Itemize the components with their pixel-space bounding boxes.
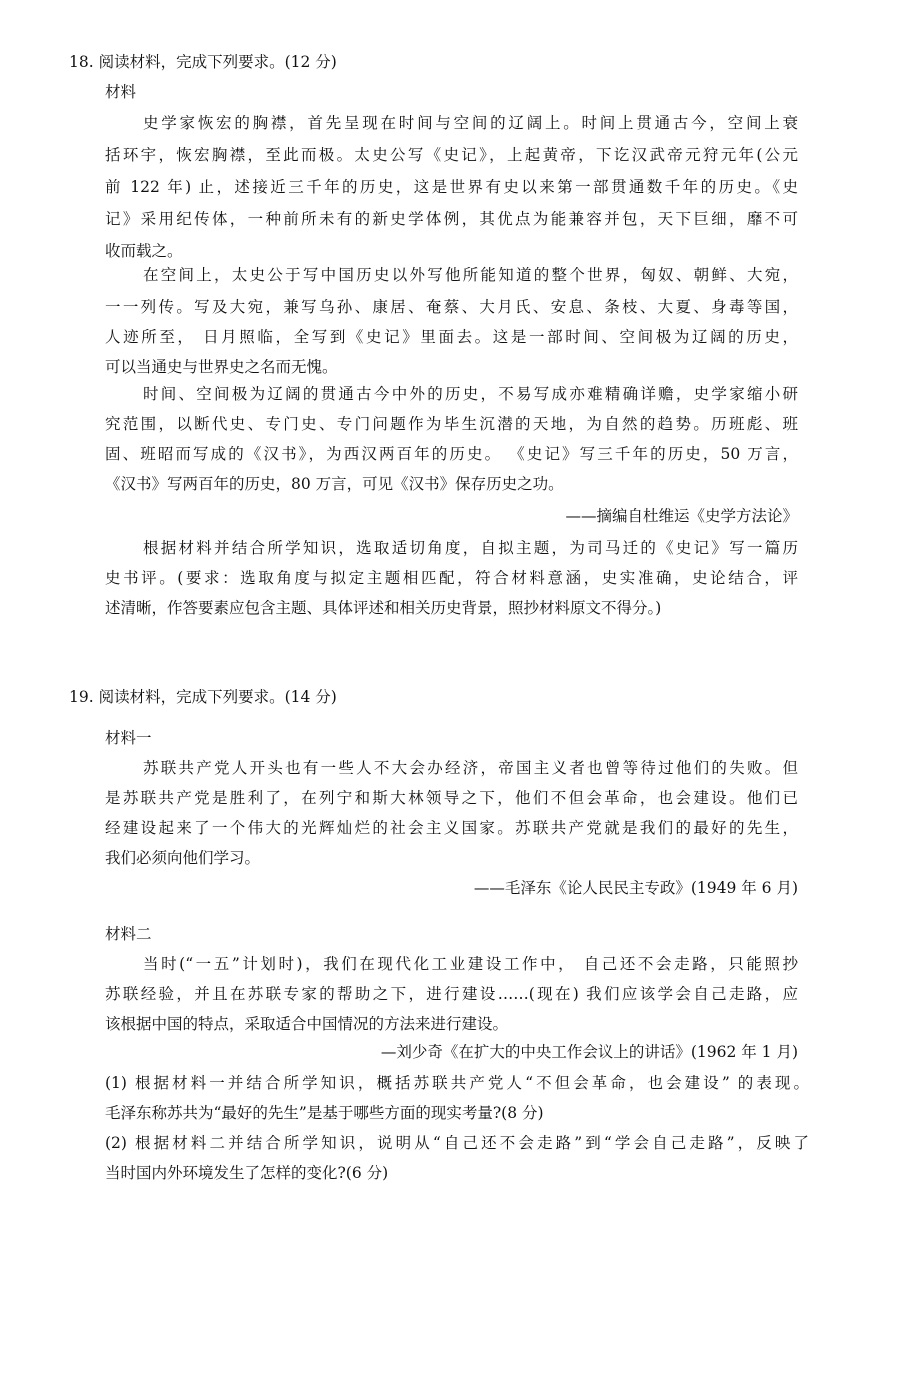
q19-sub2-line-1: (2) 根据材料二并结合所学知识，说明从“自己还不会走路”到“学会自己走路”，反映了 (105, 1134, 809, 1152)
q18-p1-line-4: 记》采用纪传体，一种前所未有的新史学体例，其优点为能兼容并包，天下巨细，靡不可 (105, 210, 798, 228)
q19-m1-line-4: 我们必须向他们学习。 (105, 849, 261, 867)
q18-title: 18. 阅读材料，完成下列要求。(12 分) (69, 53, 337, 71)
q18-source: ——摘编自杜维运《史学方法论》 (565, 507, 798, 525)
q18-p1-line-3: 前 122 年) 止，述接近三千年的历史，这是世界有史以来第一部贯通数千年的历史。《史 (105, 178, 798, 196)
q18-material-label: 材料 (105, 83, 137, 101)
q18-p3-line-4: 《汉书》写两百年的历史，80 万言，可见《汉书》保存历史之功。 (105, 475, 564, 493)
q18-p2-line-3: 人迹所至， 日月照临，全写到《史记》里面去。这是一部时间、空间极为辽阔的历史， (105, 328, 798, 346)
q19-sub2-line-2: 当时国内外环境发生了怎样的变化?(6 分) (105, 1164, 389, 1182)
q18-p1-line-5: 收而载之。 (105, 242, 183, 260)
q19-material-1-label: 材料一 (105, 729, 152, 747)
q19-m2-source: —刘少奇《在扩大的中央工作会议上的讲话》(1962 年 1 月) (380, 1043, 798, 1061)
q19-m2-line-2: 苏联经验，并且在苏联专家的帮助之下，进行建设……(现在) 我们应该学会自己走路，应 (105, 985, 798, 1003)
q18-p2-line-4: 可以当通史与世界史之名而无愧。 (105, 358, 338, 376)
q19-title: 19. 阅读材料，完成下列要求。(14 分) (69, 688, 337, 706)
q18-p1-line-1: 史学家恢宏的胸襟，首先呈现在时间与空间的辽阔上。时间上贯通古今，空间上衰 (143, 114, 798, 132)
q19-m2-line-3: 该根据中国的特点，采取适合中国情况的方法来进行建设。 (105, 1015, 509, 1033)
q19-sub1-line-2: 毛泽东称苏共为“最好的先生”是基于哪些方面的现实考量?(8 分) (105, 1104, 544, 1122)
q18-p3-line-2: 究范围，以断代史、专门史、专门问题作为毕生沉潜的天地，为自然的趋势。历班彪、班 (105, 415, 798, 433)
q19-m2-line-1: 当时(“一五”计划时)，我们在现代化工业建设工作中， 自己还不会走路，只能照抄 (143, 955, 798, 973)
q19-sub1-line-1: (1) 根据材料一并结合所学知识，概括苏联共产党人“不但会革命，也会建设” 的表现。 (105, 1074, 809, 1092)
q19-m1-line-3: 经建设起来了一个伟大的光辉灿烂的社会主义国家。苏联共产党就是我们的最好的先生， (105, 819, 798, 837)
q18-task-line-1: 根据材料并结合所学知识，选取适切角度，自拟主题，为司马迁的《史记》写一篇历 (143, 539, 798, 557)
q19-m1-line-1: 苏联共产党人开头也有一些人不大会办经济，帝国主义者也曾等待过他们的失败。但 (143, 759, 798, 777)
q18-task-line-3: 述清晰，作答要素应包含主题、具体评述和相关历史背景，照抄材料原文不得分。) (105, 599, 662, 617)
q19-material-2-label: 材料二 (105, 925, 152, 943)
q18-p1-line-2: 括环宇，恢宏胸襟，至此而极。太史公写《史记》，上起黄帝，下讫汉武帝元狩元年(公元 (105, 146, 798, 164)
q18-p3-line-3: 固、班昭而写成的《汉书》，为西汉两百年的历史。 《史记》写三千年的历史，50 万言， (105, 445, 798, 463)
q18-p2-line-2: 一一列传。写及大宛，兼写乌孙、康居、奄蔡、大月氏、安息、条枝、大夏、身毒等国， (105, 298, 798, 316)
q18-p3-line-1: 时间、空间极为辽阔的贯通古今中外的历史，不易写成亦难精确详赡，史学家缩小研 (143, 385, 798, 403)
q19-m1-source: ——毛泽东《论人民民主专政》(1949 年 6 月) (473, 879, 798, 897)
q18-task-line-2: 史书评。(要求：选取角度与拟定主题相匹配，符合材料意涵，史实准确，史论结合，评 (105, 569, 798, 587)
q18-p2-line-1: 在空间上，太史公于写中国历史以外写他所能知道的整个世界，匈奴、朝鲜、大宛， (143, 266, 798, 284)
q19-m1-line-2: 是苏联共产党是胜利了，在列宁和斯大林领导之下，他们不但会革命，也会建设。他们已 (105, 789, 798, 807)
